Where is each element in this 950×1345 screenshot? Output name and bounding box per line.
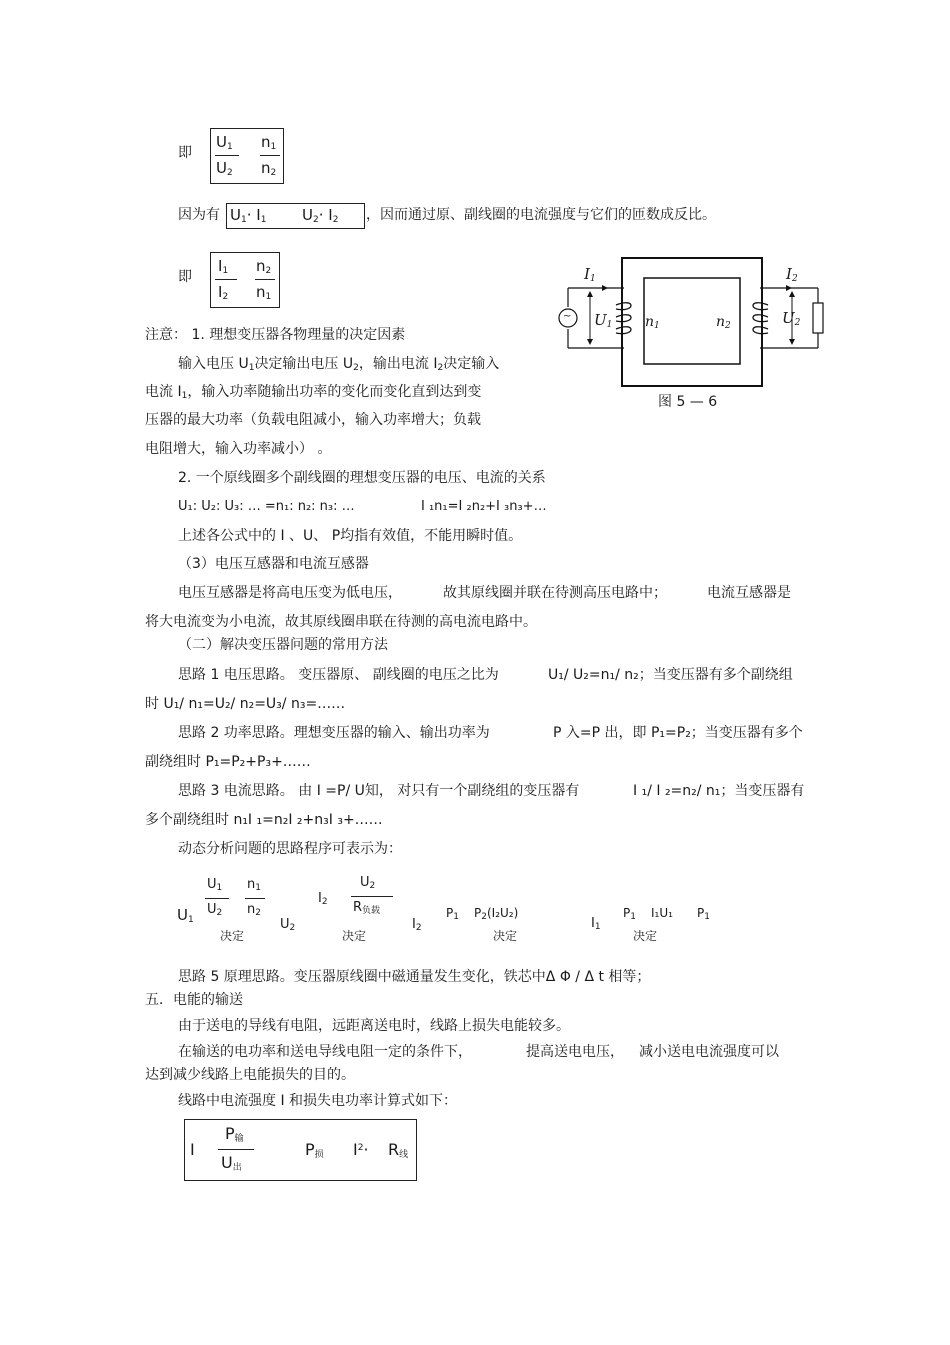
chain-frac1-den: $U_2$: [207, 902, 223, 918]
sec3-title: （3）电压互感器和电流互感器: [178, 556, 369, 572]
fig-label-u2: $U_2$: [782, 309, 801, 328]
note-title: 注意： 1. 理想变压器各物理量的决定因素: [145, 327, 406, 343]
method3-b: I ₁/ I ₂=n₂/ n₁；当变压器有: [633, 783, 805, 799]
formula-n1: $n_1$: [261, 133, 277, 152]
sec3-line-1c: 电流互感器是: [707, 585, 791, 601]
chain-p2: $P_2(I_2U_2)$: [474, 906, 519, 922]
chain-frac2-den: $n_2$: [247, 902, 261, 918]
fraction-bar: [218, 1149, 254, 1150]
note-line-4: 电阻增大，输入功率减小） 。: [145, 441, 332, 457]
fraction-bar: [205, 898, 229, 899]
decides-label-2: 决定: [342, 929, 367, 943]
sec3-line-1a: 电压互感器是将高电压变为低电压，: [178, 585, 402, 601]
method3-c: 多个副绕组时 n₁I ₁=n₂I ₂+n₃I ₃+……: [145, 812, 383, 828]
method3-a: 思路 3 电流思路。 由 I =P/ U知， 对只有一个副绕组的变压器有: [178, 783, 580, 799]
fig-label-n1: $n_1$: [645, 314, 660, 331]
fraction-bar: [255, 279, 275, 280]
formula3-i-squared: $I^2\cdot$: [353, 1140, 369, 1159]
fraction-bar: [245, 898, 265, 899]
fig-label-i1: $I_1$: [584, 265, 596, 284]
fraction-bar: [260, 155, 280, 156]
chain-frac3-num: $U_2$: [360, 875, 376, 891]
sec3-line-2: 将大电流变为小电流，故其原线圈串联在待测的高电流电路中。: [145, 614, 537, 630]
formula-u1: $U_1$: [216, 133, 233, 152]
item2-title: 2. 一个原线圈多个副线圈的理想变压器的电压、电流的关系: [178, 470, 546, 486]
method1-c: 时 U₁/ n₁=U₂/ n₂=U₃/ n₃=……: [145, 696, 346, 712]
ji-label-2: 即: [178, 269, 192, 285]
chain-frac1-num: $U_1$: [207, 877, 223, 893]
method5: 思路 5 原理思路。变压器原线圈中磁通量发生变化，铁芯中Δ Φ / Δ t 相等；: [178, 969, 651, 985]
formula3-u-output: $U_出$: [221, 1153, 242, 1173]
note-line-3: 压器的最大功率（负载电阻减小，输入功率增大；负载: [145, 412, 481, 428]
decides-label-1: 决定: [220, 929, 245, 943]
decides-label-3: 决定: [493, 929, 518, 943]
power-eq-right: $U_2\cdot I_2$: [302, 206, 339, 225]
sec5-para-1: 由于送电的导线有电阻，远距离送电时，线路上损失电能较多。: [178, 1018, 570, 1034]
method2-b: P 入=P 出，即 P₁=P₂；当变压器有多个: [553, 725, 803, 741]
note-line-1: 输入电压 $U_1$决定输出电压 $U_2$，输出电流 $I_2$决定输入: [178, 356, 500, 373]
effective-value-note: 上述各公式中的 I 、U、 P均指有效值，不能用瞬时值。: [178, 528, 523, 544]
method1-b: U₁/ U₂=n₁/ n₂；当变压器有多个副绕组: [548, 667, 793, 683]
formula-n1: $n_1$: [256, 283, 272, 302]
fig-label-n2: $n_2$: [716, 314, 731, 331]
inverse-ratio-text: ，因而通过原、副线圈的电流强度与它们的匝数成反比。: [366, 207, 716, 223]
formula3-r-line: $R_线$: [388, 1140, 409, 1160]
transformer-diagram: [556, 253, 824, 416]
ratio-formula-box: [210, 128, 284, 184]
formula-n2: $n_2$: [256, 257, 272, 276]
chain-i2-bottom: $I_2$: [412, 917, 422, 933]
chain-u2: $U_2$: [280, 917, 296, 933]
line-loss-formula-box: [184, 1119, 417, 1181]
ac-source-icon: ~: [563, 311, 572, 322]
current-ratio-box: [210, 252, 280, 308]
chain-p1-b: $P_1$: [623, 906, 636, 922]
methods-title: （二）解决变压器问题的常用方法: [178, 637, 388, 653]
fraction-bar: [351, 896, 393, 897]
chain-frac3-den: $R_{负载}$: [353, 900, 381, 916]
formula-i2: $I_2$: [218, 283, 229, 302]
note-line-2: 电流 $I_1$，输入功率随输出功率的变化而变化直到达到变: [145, 384, 482, 401]
method1-a: 思路 1 电压思路。 变压器原、 副线圈的电压之比为: [178, 667, 499, 683]
sec5-para-4: 线路中电流强度 I 和损失电功率计算式如下：: [178, 1093, 458, 1109]
figure-caption: 图 5 — 6: [658, 394, 718, 410]
fraction-bar: [215, 155, 239, 156]
current-relation: I ₁n₁=I ₂n₂+I ₃n₃+…: [421, 499, 547, 514]
formula3-p-input: $P_输$: [225, 1124, 244, 1144]
formula-n2: $n_2$: [261, 159, 277, 178]
chain-i1: $I_1$: [591, 916, 601, 932]
chain-p1-a: $P_1$: [446, 906, 459, 922]
decides-label-4: 决定: [633, 929, 658, 943]
power-equation-box: [226, 203, 365, 229]
method2-c: 副绕组时 P₁=P₂+P₃+……: [145, 754, 311, 770]
formula-u2: $U_2$: [216, 159, 233, 178]
chain-frac2-num: $n_1$: [247, 877, 261, 893]
fraction-bar: [215, 279, 237, 280]
sec5-para-3: 达到减少线路上电能损失的目的。: [145, 1067, 355, 1083]
method2-a: 思路 2 功率思路。理想变压器的输入、输出功率为: [178, 725, 490, 741]
sec5-para-2a: 在输送的电功率和送电导线电阻一定的条件下，: [178, 1044, 472, 1060]
sec3-line-1b: 故其原线圈并联在待测高压电路中；: [443, 585, 667, 601]
sec5-title: 五．电能的输送: [145, 992, 243, 1008]
chain-i1u1: I₁U₁: [651, 906, 673, 920]
dynamic-analysis-label: 动态分析问题的思路程序可表示为：: [178, 841, 402, 857]
formula3-i: I: [190, 1140, 195, 1159]
chain-p1-c: $P_1$: [697, 906, 710, 922]
sec5-para-2c: 减小送电电流强度可以: [639, 1044, 779, 1060]
chain-i2-top: $I_2$: [318, 891, 328, 907]
fig-label-i2: $I_2$: [786, 265, 798, 284]
sec5-para-2b: 提高送电电压，: [526, 1044, 624, 1060]
fig-label-u1: $U_1$: [594, 311, 613, 330]
formula3-p-loss: $P_损$: [305, 1140, 324, 1160]
power-eq-left: $U_1\cdot I_1$: [230, 206, 267, 225]
formula-i1: $I_1$: [218, 257, 229, 276]
because-label: 因为有: [178, 207, 220, 223]
chain-u1: $U_1$: [177, 906, 194, 925]
ji-label-1: 即: [178, 145, 192, 161]
transformer-figure: [556, 253, 824, 416]
voltage-relation: U₁: U₂: U₃: … =n₁: n₂: n₃: …: [178, 499, 355, 514]
